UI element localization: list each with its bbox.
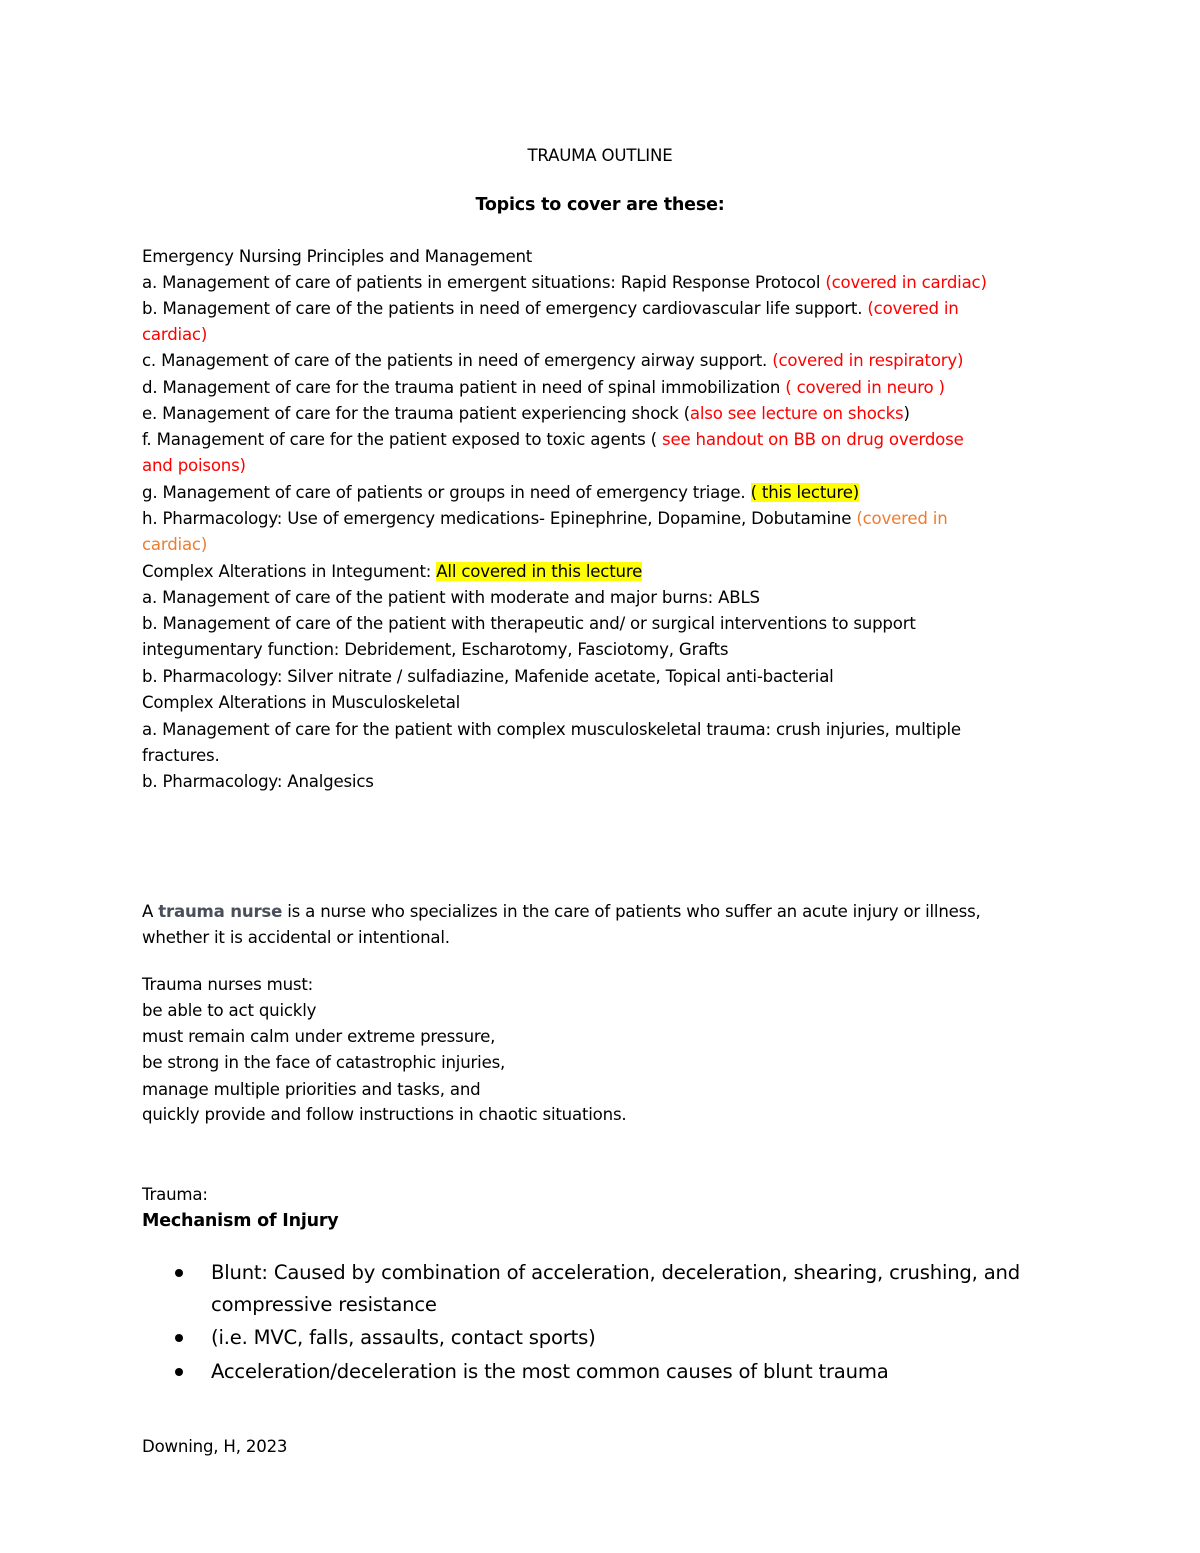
page-footer: Downing, H, 2023 [142,1437,288,1456]
item-note-continued: cardiac) [142,325,208,344]
definition-term: trauma nurse [158,902,283,921]
item-text: d. Management of care for the trauma patient in need of spinal immobilization [142,378,786,397]
highlight-note: All covered in this lecture [436,562,643,581]
bullet-item-examples: (i.e. MVC, falls, assaults, contact sports) [211,1326,596,1349]
list-item-musculoskeletal-a-cont: fractures. [142,746,220,765]
highlight-note: ( this lecture) [750,483,859,502]
item-note-continued: and poisons) [142,456,246,475]
definition-line-2: whether it is accidental or intentional. [142,928,450,947]
section-heading-integument [142,559,642,585]
list-item-emergency-g [142,480,859,506]
item-note: see handout on BB on drug overdose [662,430,964,449]
list-item-musculoskeletal-a: a. Management of care for the patient with complex musculoskeletal trauma: crush injuries, multiple [142,720,961,739]
list-item-emergency-f [142,427,964,453]
bullet-item-blunt: Blunt: Caused by combination of acceleration, deceleration, shearing, crushing, and [211,1261,1020,1284]
list-item-emergency-h [142,506,948,532]
item-note: (covered in [867,299,959,318]
bullet-dot [175,1269,183,1277]
list-item-musculoskeletal-b: b. Pharmacology: Analgesics [142,772,374,791]
list-item-integument-pharm: b. Pharmacology: Silver nitrate / sulfadiazine, Mafenide acetate, Topical anti-bacterial [142,667,834,686]
bullet-dot [175,1368,183,1376]
must-heading: Trauma nurses must: [142,975,314,994]
item-text: f. Management of care for the patient exposed to toxic agents ( [142,430,662,449]
must-item: manage multiple priorities and tasks, and [142,1080,481,1099]
page-subtitle: Topics to cover are these: [475,195,725,215]
must-item: must remain calm under extreme pressure, [142,1027,496,1046]
item-note: ( covered in neuro ) [785,378,945,397]
must-item: be strong in the face of catastrophic injuries, [142,1053,506,1072]
item-note: (covered in respiratory) [772,351,964,370]
definition-prefix: A [142,902,159,921]
item-text: h. Pharmacology: Use of emergency medications- Epinephrine, Dopamine, Dobutamine [142,509,857,528]
bullet-dot [175,1334,183,1342]
section-heading-musculoskeletal: Complex Alterations in Musculoskeletal [142,693,461,712]
list-item-emergency-b [142,296,959,322]
mechanism-heading: Mechanism of Injury [142,1211,339,1231]
section-heading-emergency: Emergency Nursing Principles and Management [142,247,533,266]
item-text: a. Management of care of patients in emergent situations: Rapid Response Protocol [142,273,826,292]
definition-paragraph [142,899,981,925]
item-text: c. Management of care of the patients in need of emergency airway support. [142,351,773,370]
item-note: also see lecture on shocks [689,404,904,423]
list-item-integument-b-cont: integumentary function: Debridement, Escharotomy, Fasciotomy, Grafts [142,640,729,659]
item-note: (covered in [856,509,948,528]
definition-text: is a nurse who specializes in the care of patients who suffer an acute injury or illness, [282,902,981,921]
list-item-emergency-a [142,270,987,296]
list-item-integument-a: a. Management of care of the patient with moderate and major burns: ABLS [142,588,760,607]
bullet-item-blunt-cont: compressive resistance [211,1293,437,1316]
list-item-emergency-c [142,348,963,374]
page-title: TRAUMA OUTLINE [527,146,673,165]
heading-text: Complex Alterations in Integument: [142,562,437,581]
list-item-emergency-e [142,401,910,427]
must-item: be able to act quickly [142,1001,317,1020]
trauma-label: Trauma: [142,1185,208,1204]
item-text: g. Management of care of patients or groups in need of emergency triage. [142,483,751,502]
must-item: quickly provide and follow instructions in chaotic situations. [142,1105,627,1124]
item-close: ) [903,404,910,423]
list-item-integument-b: b. Management of care of the patient with therapeutic and/ or surgical interventions to support [142,614,916,633]
list-item-emergency-d [142,375,945,401]
item-note: (covered in cardiac) [825,273,987,292]
item-text: b. Management of care of the patients in need of emergency cardiovascular life support. [142,299,868,318]
item-note-continued: cardiac) [142,535,208,554]
item-text: e. Management of care for the trauma patient experiencing shock ( [142,404,690,423]
bullet-item-acceleration: Acceleration/deceleration is the most common causes of blunt trauma [211,1360,889,1383]
